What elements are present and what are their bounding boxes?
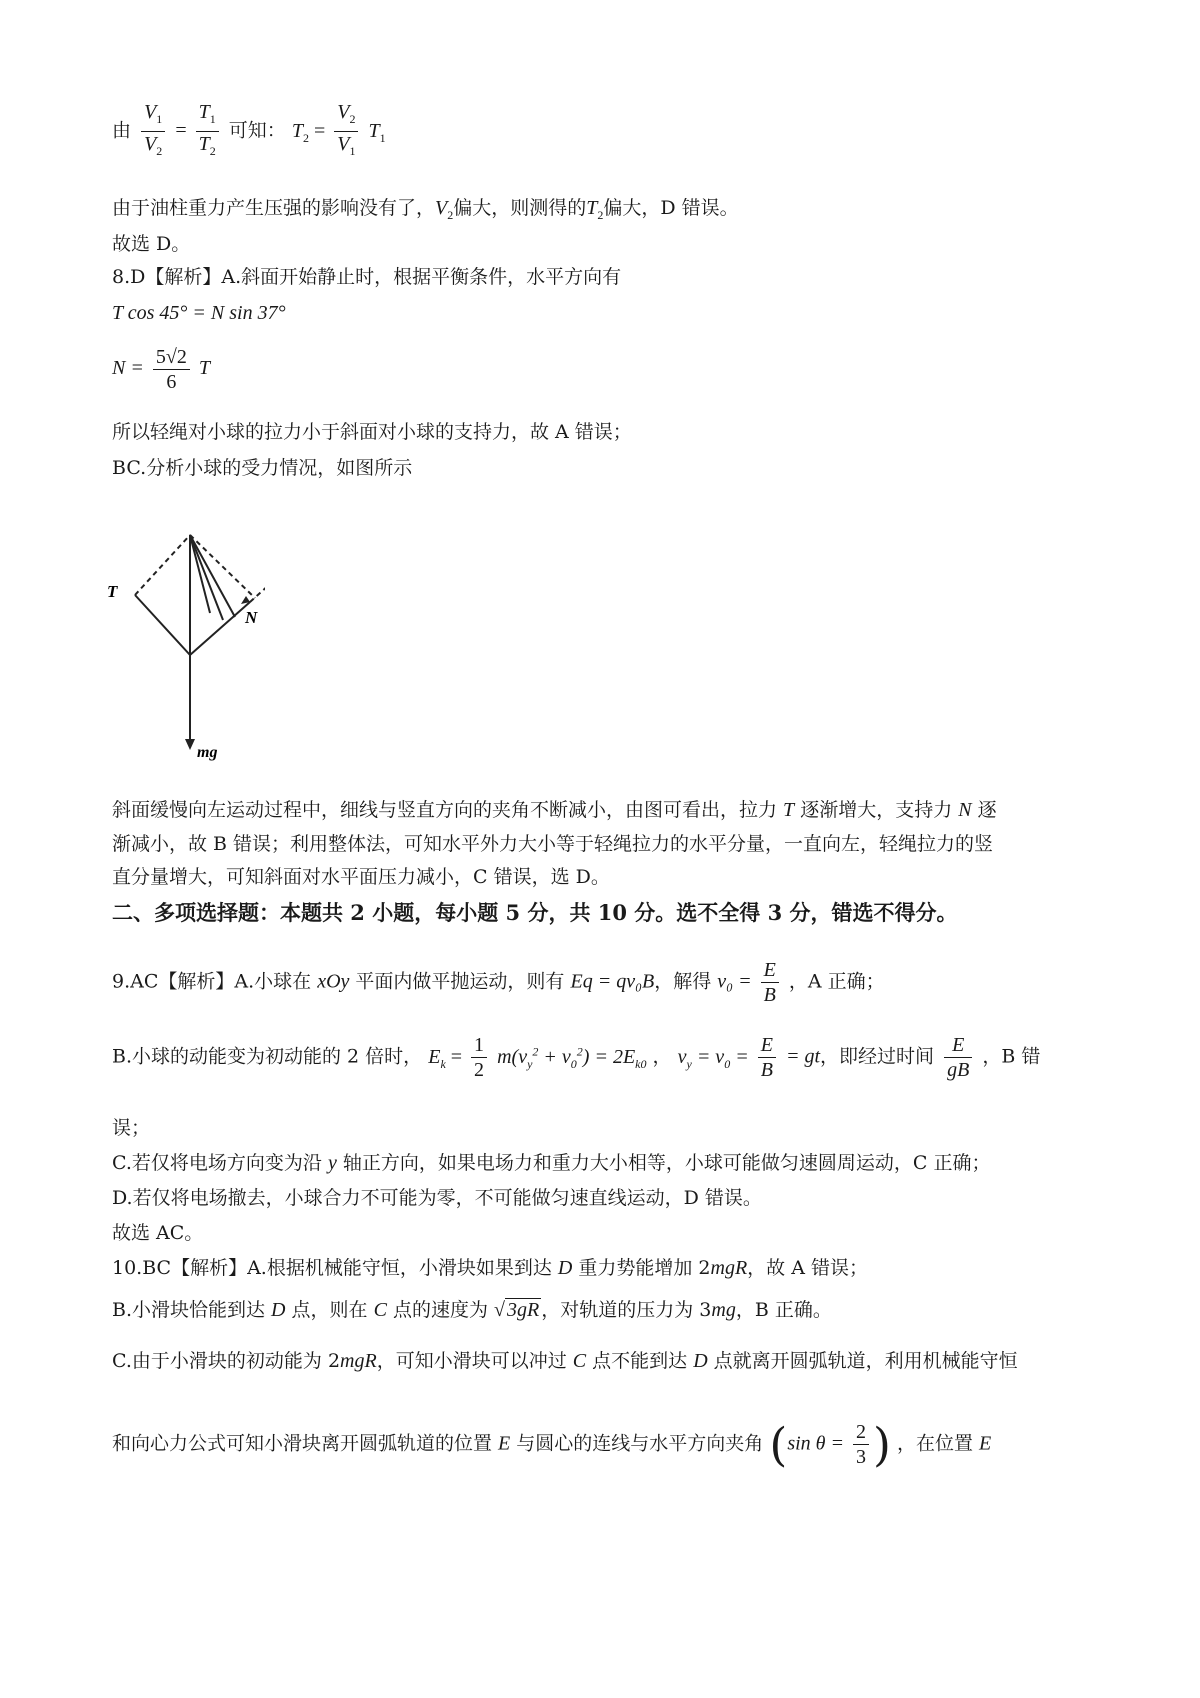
equation-line-gas-law: 由 $\frac{V_1}{V_2}$ = $\frac{T_1}{T_2}$ 可知： $T_2$ = $\frac{V_2}{V_1}$ $T_1$ bbox=[112, 100, 386, 163]
paragraph-line: 直分量增大，可知斜面对水平面压力减小，C 错误，选 D。 bbox=[112, 866, 610, 888]
fraction-5sqrt2-6: $\frac{5√2}{6}$ bbox=[153, 345, 190, 394]
paragraph-line: 斜面缓慢向左运动过程中，细线与竖直方向的夹角不断减小，由图可看出，拉力 T 逐渐增大，支持力 N 逐 bbox=[112, 799, 997, 821]
paragraph-line: 和向心力公式可知小滑块离开圆弧轨道的位置 E 与圆心的连线与水平方向夹角 (sin θ = $\frac{2}{3}$ ) ，在位置 E bbox=[112, 1417, 992, 1472]
paragraph-line: D.若仅将电场撤去，小球合力不可能为零，不可能做匀速直线运动，D 错误。 bbox=[112, 1187, 762, 1209]
paragraph-line: B.小滑块恰能到达 D 点，则在 C 点的速度为 √ 3gR ，对轨道的压力为 3mg，B 正确。 bbox=[112, 1299, 832, 1321]
paragraph-line: 由于油柱重力产生压强的影响没有了，$V_2$偏大，则测得的$T_2$偏大，D 错误。 bbox=[112, 197, 739, 222]
paragraph-line: 故选 D。 bbox=[112, 233, 191, 255]
equation-n: N = $\frac{5√2}{6}$ T bbox=[112, 346, 210, 393]
equation-balance: T cos 45° = N sin 37° bbox=[112, 302, 286, 324]
fraction-half: $\frac{1}{2}$ bbox=[471, 1033, 487, 1082]
label-t: T bbox=[107, 582, 118, 601]
answer-8-heading: 8.D【解析】A.斜面开始静止时，根据平衡条件，水平方向有 bbox=[112, 266, 622, 288]
label-mg: mg bbox=[197, 744, 218, 761]
dashed-parallelogram bbox=[135, 535, 190, 595]
fraction-e-gb: $\frac{E}{gB}$ bbox=[944, 1033, 972, 1082]
section-heading: 二、多项选择题：本题共 2 小题，每小题 5 分，共 10 分。选不全得 3 分，错选不得分。 bbox=[112, 900, 958, 925]
paragraph-line: 所以轻绳对小球的拉力小于斜面对小球的支持力，故 A 错误； bbox=[112, 421, 632, 443]
paragraph-line: BC.分析小球的受力情况，如图所示 bbox=[112, 457, 413, 479]
answer-10-heading: 10.BC【解析】A.根据机械能守恒，小滑块如果到达 D 重力势能增加 2mgR，故 A 错误； bbox=[112, 1257, 868, 1279]
paragraph-line: C.若仅将电场方向变为沿 y 轴正方向，如果电场力和重力大小相等，小球可能做匀速圆周运动，C 正确； bbox=[112, 1152, 991, 1174]
paragraph-line: 故选 AC。 bbox=[112, 1222, 204, 1244]
support-line bbox=[250, 575, 265, 602]
text: 由 bbox=[112, 119, 132, 142]
resultant-line-1 bbox=[190, 535, 210, 613]
resultant-line-3 bbox=[190, 535, 235, 617]
answer-9-line: 9.AC【解析】A.小球在 xOy 平面内做平抛运动，则有 Eq = qv₀B，解得 v₀ = $\frac{E}{B}$ ，A 正确； bbox=[112, 959, 885, 1006]
fraction-t1-t2: $\frac{T_1}{T_2}$ bbox=[196, 100, 219, 163]
answer-9-b-line: B.小球的动能变为初动能的 2 倍时， $E_k$ = $\frac{1}{2}$ $m(v_y^2 + v_0^2) = 2E_{k0}$ ， $v_y = v_0$ = $\frac{E}{B}$ = gt，即经过时间 $\frac{E}{gB}$ ，B 错 bbox=[112, 1034, 1041, 1081]
paragraph-line: 渐减小，故 B 错误；利用整体法，可知水平外力大小等于轻绳拉力的水平分量，一直向左，轻绳拉力的竖 bbox=[112, 833, 994, 855]
force-diagram bbox=[105, 525, 265, 765]
fraction-e-b: $\frac{E}{B}$ bbox=[758, 1033, 776, 1082]
dashed-support-line bbox=[190, 535, 255, 598]
paragraph-line: 误； bbox=[112, 1117, 151, 1139]
fraction-2-3: $\frac{2}{3}$ bbox=[853, 1420, 869, 1469]
paragraph-line: C.由于小滑块的初动能为 2mgR，可知小滑块可以冲过 C 点不能到达 D 点就离开圆弧轨道，利用机械能守恒 bbox=[112, 1350, 1018, 1372]
label-n: N bbox=[245, 608, 258, 627]
fraction-v1-v2: $\frac{V_1}{V_2}$ bbox=[141, 100, 165, 163]
text: 可知： bbox=[228, 119, 286, 142]
fraction-v2-v1: $\frac{V_2}{V_1}$ bbox=[334, 100, 358, 163]
tension-vector bbox=[135, 595, 190, 655]
resultant-line-2 bbox=[190, 535, 223, 620]
fraction-e-b: $\frac{E}{B}$ bbox=[761, 958, 779, 1007]
arrow-head bbox=[185, 739, 195, 750]
